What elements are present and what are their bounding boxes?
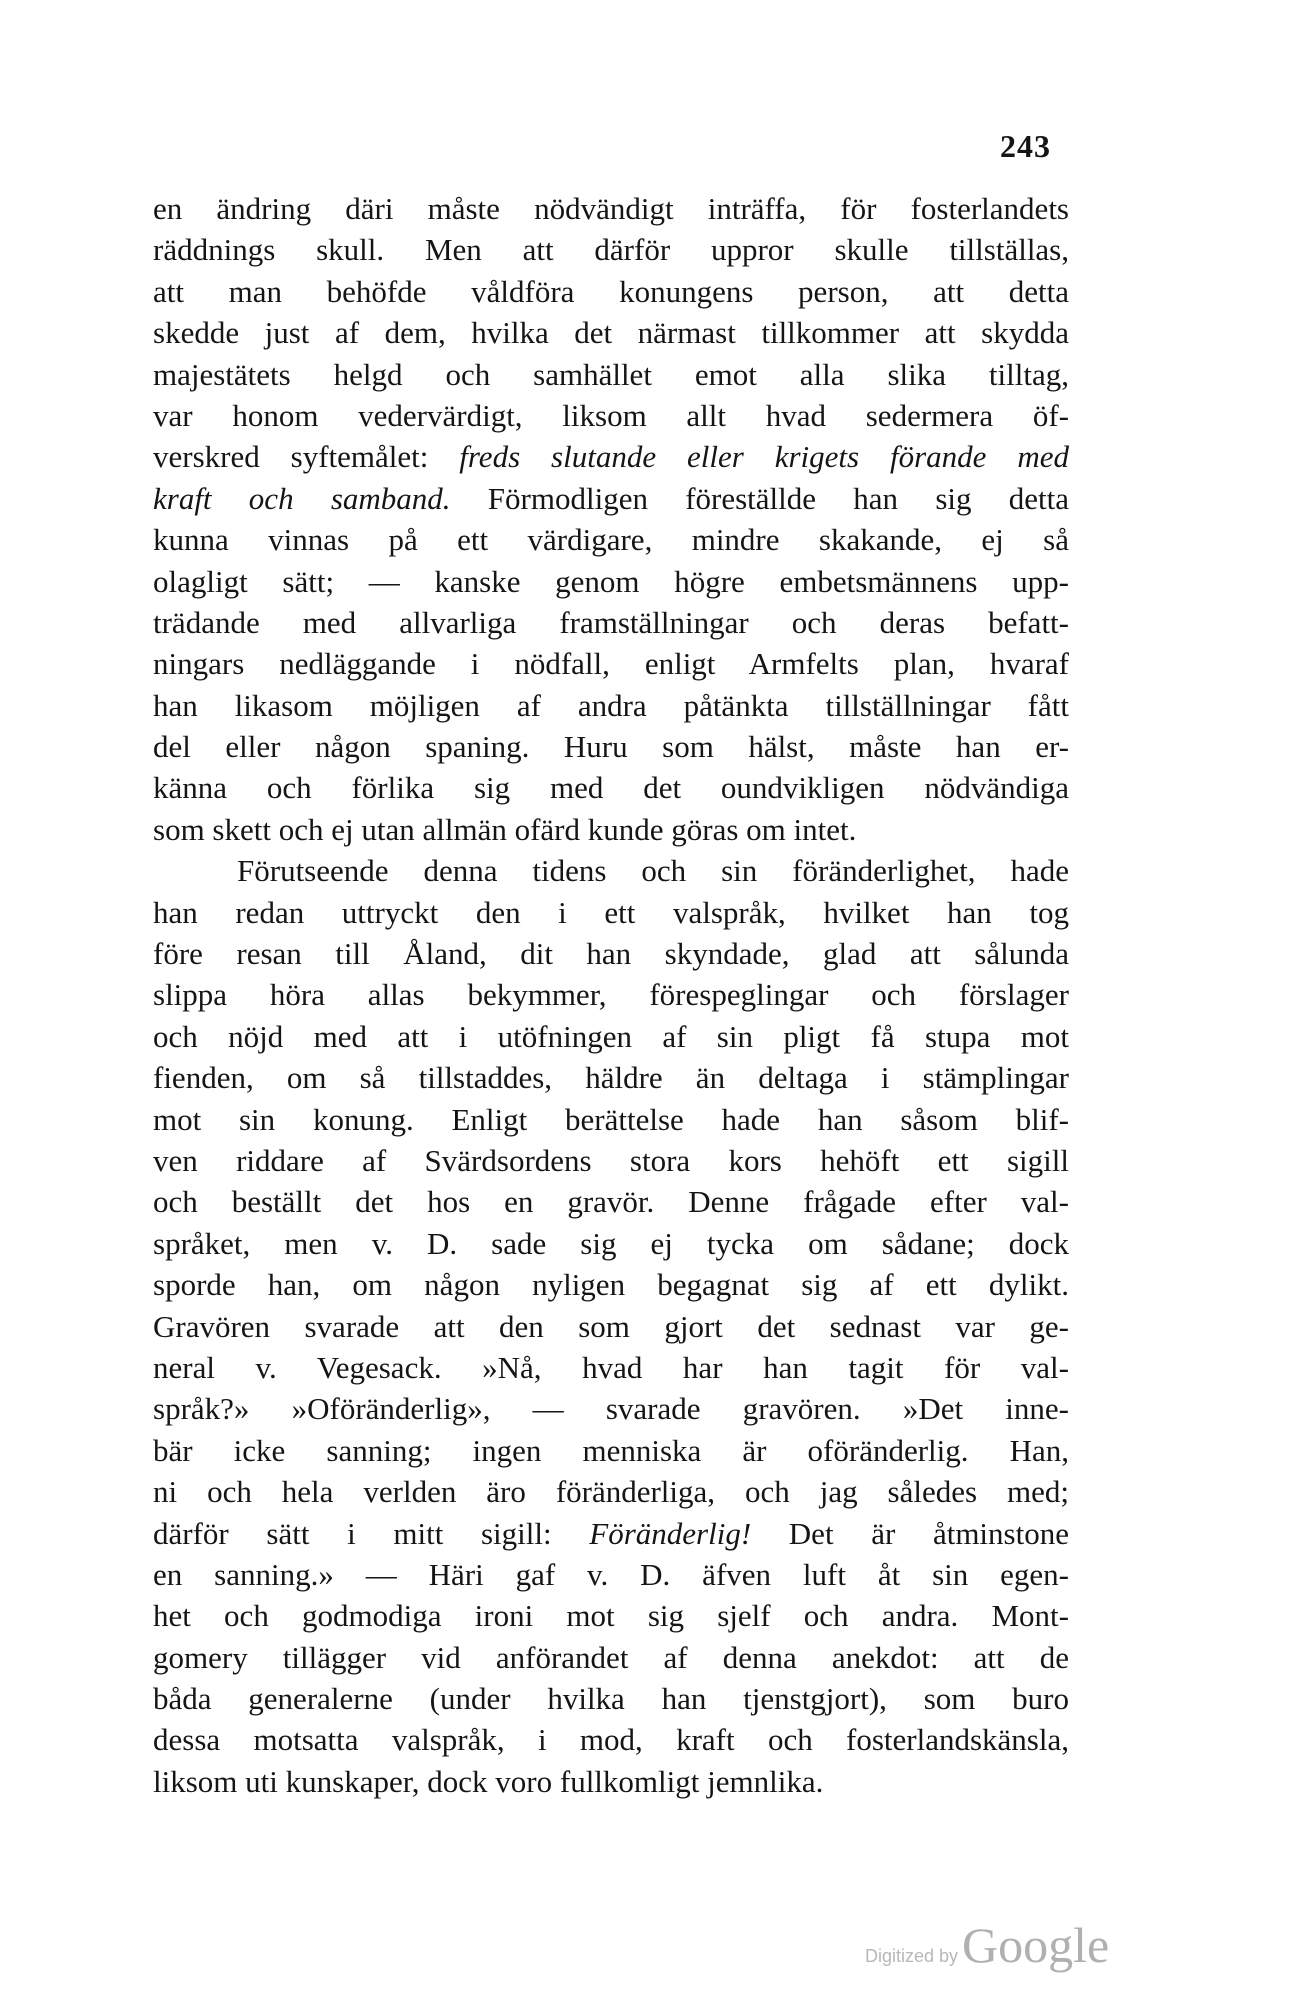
digitized-by-google-watermark <box>865 1916 1109 1974</box>
text-line-6: var honom vedervärdigt, liksom allt hvad sedermera öf- <box>153 397 1069 433</box>
text-line-10: olagligt sätt; — kanske genom högre embetsmännens upp- <box>153 563 1069 599</box>
text-line-31: bär icke sanning; ingen menniska är oföränderlig. Han, <box>153 1432 1069 1468</box>
page-text-block <box>153 188 1069 1802</box>
text-line-22: fienden, om så tillstaddes, häldre än deltaga i stämplingar <box>153 1060 1069 1096</box>
text-line-8: kraft och samband. Förmodligen föreställde han sig detta <box>153 480 1069 516</box>
text-line-26: språket, men v. D. sade sig ej tycka om sådane; dock <box>153 1225 1069 1261</box>
text-line-38: dessa motsatta valspråk, i mod, kraft och fosterlandskänsla, <box>153 1722 1069 1758</box>
text-line-36: gomery tillägger vid anförandet af denna anekdot: att de <box>153 1639 1069 1675</box>
text-line-16: som skett och ej utan allmän ofärd kunde göras om intet. <box>153 811 857 847</box>
text-line-24: ven riddare af Svärdsordens stora kors hehöft ett sigill <box>153 1142 1069 1178</box>
text-line-25: och beställt det hos en gravör. Denne frågade efter val- <box>153 1184 1069 1220</box>
text-line-39: liksom uti kunskaper, dock voro fullkomligt jemnlika. <box>153 1763 824 1799</box>
text-line-15: känna och förlika sig med det oundvikligen nödvändiga <box>153 770 1069 806</box>
text-line-18: han redan uttryckt den i ett valspråk, hvilket han tog <box>153 894 1069 930</box>
watermark-prefix: Digitized by <box>865 1946 959 1966</box>
google-logo: Google <box>962 1917 1110 1973</box>
text-line-9: kunna vinnas på ett värdigare, mindre skakande, ej så <box>153 522 1069 558</box>
text-line-2: räddnings skull. Men att därför uppror skulle tillställas, <box>153 232 1069 268</box>
text-line-20: slippa höra allas bekymmer, förespeglingar och förslager <box>153 977 1069 1013</box>
text-line-23: mot sin konung. Enligt berättelse hade han såsom blif- <box>153 1101 1069 1137</box>
text-line-37: båda generalerne (under hvilka han tjenstgjort), som buro <box>153 1681 1069 1717</box>
text-line-21: och nöjd med att i utöfningen af sin pligt få stupa mot <box>153 1018 1069 1054</box>
text-line-34: en sanning.» — Häri gaf v. D. äfven luft åt sin egen- <box>153 1556 1069 1592</box>
text-line-1: en ändring däri måste nödvändigt inträffa, för fosterlandets <box>153 191 1069 226</box>
text-line-4: skedde just af dem, hvilka det närmast tillkommer att skydda <box>153 315 1069 351</box>
text-line-11: trädande med allvarliga framställningar och deras befatt- <box>153 604 1069 640</box>
text-line-5: majestätets helgd och samhället emot alla slika tilltag, <box>153 356 1069 392</box>
text-line-33: därför sätt i mitt sigill: Föränderlig! Det är åtminstone <box>153 1515 1069 1551</box>
text-line-29: neral v. Vegesack. »Nå, hvad har han tagit för val- <box>153 1349 1069 1385</box>
text-line-17: Förutseende denna tidens och sin föränderlighet, hade <box>237 853 1069 889</box>
text-line-35: het och godmodiga ironi mot sig sjelf och andra. Mont- <box>153 1598 1069 1634</box>
text-line-27: sporde han, om någon nyligen begagnat sig af ett dylikt. <box>153 1267 1069 1303</box>
text-line-12: ningars nedläggande i nödfall, enligt Armfelts plan, hvaraf <box>153 646 1069 682</box>
text-line-3: att man behöfde våldföra konungens person, att detta <box>153 273 1069 309</box>
text-line-32: ni och hela verlden äro föränderliga, och jag således med; <box>153 1474 1069 1510</box>
text-line-28: Gravören svarade att den som gjort det sednast var ge- <box>153 1308 1069 1344</box>
text-line-14: del eller någon spaning. Huru som hälst, måste han er- <box>153 729 1069 765</box>
text-line-7: verskred syftemålet: freds slutande eller krigets förande med <box>153 439 1069 475</box>
text-line-30: språk?» »Oföränderlig», — svarade gravören. »Det inne- <box>153 1391 1069 1427</box>
page-number: 243 <box>1000 128 1051 164</box>
text-line-13: han likasom möjligen af andra påtänkta tillställningar fått <box>153 687 1069 723</box>
text-line-19: före resan till Åland, dit han skyndade, glad att sålunda <box>153 936 1069 972</box>
